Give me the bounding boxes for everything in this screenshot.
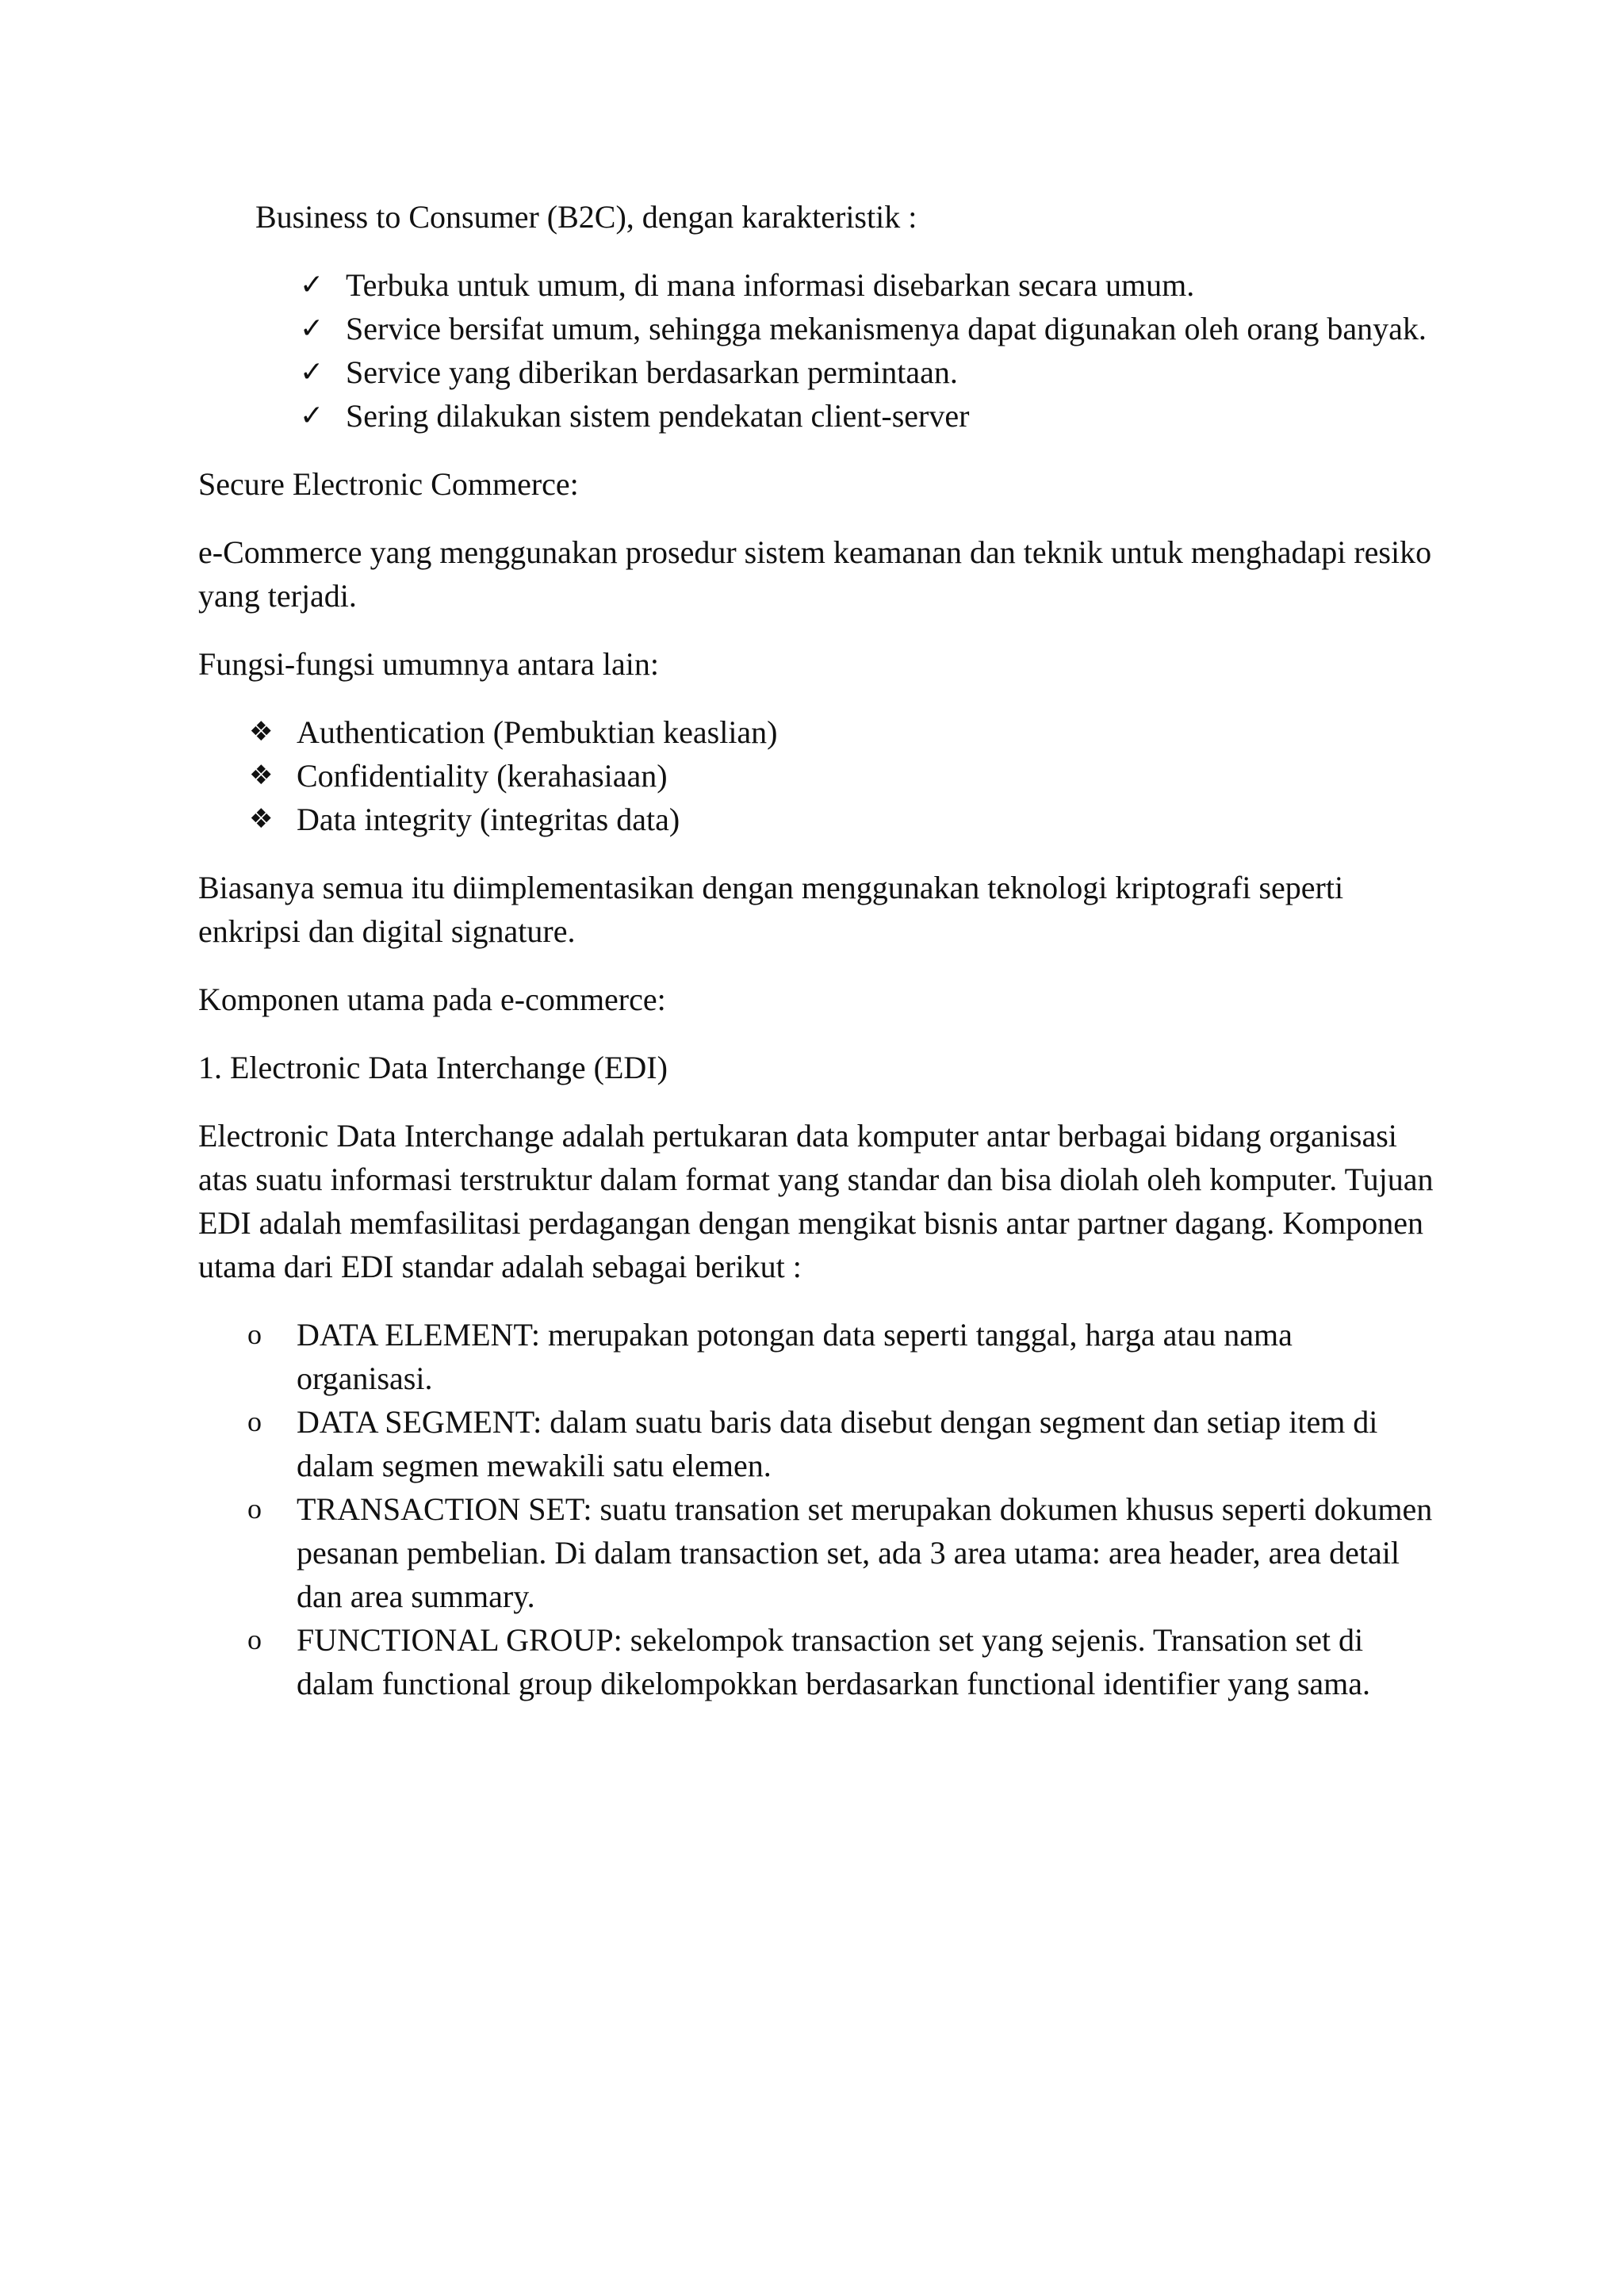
list-item-text: DATA ELEMENT: merupakan potongan data seperti tanggal, harga atau nama organisasi. <box>297 1317 1293 1396</box>
list-item-text: Sering dilakukan sistem pendekatan client-server <box>346 398 970 434</box>
components-heading: Komponen utama pada e-commerce: <box>198 982 666 1017</box>
functions-heading: Fungsi-fungsi umumnya antara lain: <box>198 646 660 682</box>
list-item-text: TRANSACTION SET: suatu transation set merupakan dokumen khusus seperti dokumen pesanan pembelian. Di dalam transaction set, ada 3 area utama: area header, area detail dan area summary. <box>297 1491 1433 1614</box>
checkmark-icon: ✓ <box>300 312 324 345</box>
list-item-text: Confidentiality (kerahasiaan) <box>297 758 668 794</box>
list-item <box>198 307 1435 350</box>
checkmark-icon: ✓ <box>300 269 324 301</box>
list-item <box>198 754 1435 798</box>
list-item <box>198 710 1435 754</box>
edi-components-list <box>198 1313 1435 1705</box>
checkmark-icon: ✓ <box>300 400 324 432</box>
circle-bullet-icon: o <box>247 1318 262 1350</box>
list-item <box>198 1400 1435 1487</box>
diamond-bullet-icon: ❖ <box>249 716 274 748</box>
b2c-characteristics-list <box>198 263 1435 438</box>
list-item <box>198 1313 1435 1400</box>
cryptography-paragraph: Biasanya semua itu diimplementasikan dengan menggunakan teknologi kriptografi seperti enkripsi dan digital signature. <box>198 870 1344 949</box>
edi-description: Electronic Data Interchange adalah pertukaran data komputer antar berbagai bidang organisasi atas suatu informasi terstruktur dalam format yang standar dan bisa diolah oleh komputer. Tujuan EDI adalah memfasilitasi perdagangan dengan mengikat bisnis antar partner dagang. Komponen utama dari EDI standar adalah sebagai berikut : <box>198 1118 1434 1284</box>
secure-ecommerce-heading: Secure Electronic Commerce: <box>198 466 579 502</box>
edi-heading: 1. Electronic Data Interchange (EDI) <box>198 1050 668 1085</box>
circle-bullet-icon: o <box>247 1624 262 1655</box>
diamond-bullet-icon: ❖ <box>249 803 274 835</box>
list-item-text: Data integrity (integritas data) <box>297 802 680 837</box>
list-item <box>198 263 1435 307</box>
list-item-text: Service yang diberikan berdasarkan permintaan. <box>346 354 958 390</box>
b2c-intro: Business to Consumer (B2C), dengan karakteristik : <box>255 199 917 235</box>
document-body <box>198 195 1435 1730</box>
list-item <box>198 798 1435 841</box>
circle-bullet-icon: o <box>247 1406 262 1437</box>
functions-list <box>198 710 1435 841</box>
circle-bullet-icon: o <box>247 1493 262 1525</box>
list-item <box>198 350 1435 394</box>
list-item-text: Terbuka untuk umum, di mana informasi disebarkan secara umum. <box>346 267 1195 303</box>
list-item <box>198 1487 1435 1618</box>
list-item <box>198 394 1435 438</box>
list-item-text: Authentication (Pembuktian keaslian) <box>297 714 778 750</box>
diamond-bullet-icon: ❖ <box>249 760 274 791</box>
list-item-text: DATA SEGMENT: dalam suatu baris data disebut dengan segment dan setiap item di dalam segmen mewakili satu elemen. <box>297 1404 1378 1483</box>
list-item <box>198 1618 1435 1705</box>
checkmark-icon: ✓ <box>300 356 324 388</box>
list-item-text: Service bersifat umum, sehingga mekanismenya dapat digunakan oleh orang banyak. <box>346 311 1427 346</box>
list-item-text: FUNCTIONAL GROUP: sekelompok transaction set yang sejenis. Transation set di dalam functional group dikelompokkan berdasarkan functional identifier yang sama. <box>297 1622 1371 1701</box>
secure-ecommerce-description: e-Commerce yang menggunakan prosedur sistem keamanan dan teknik untuk menghadapi resiko yang terjadi. <box>198 534 1432 614</box>
